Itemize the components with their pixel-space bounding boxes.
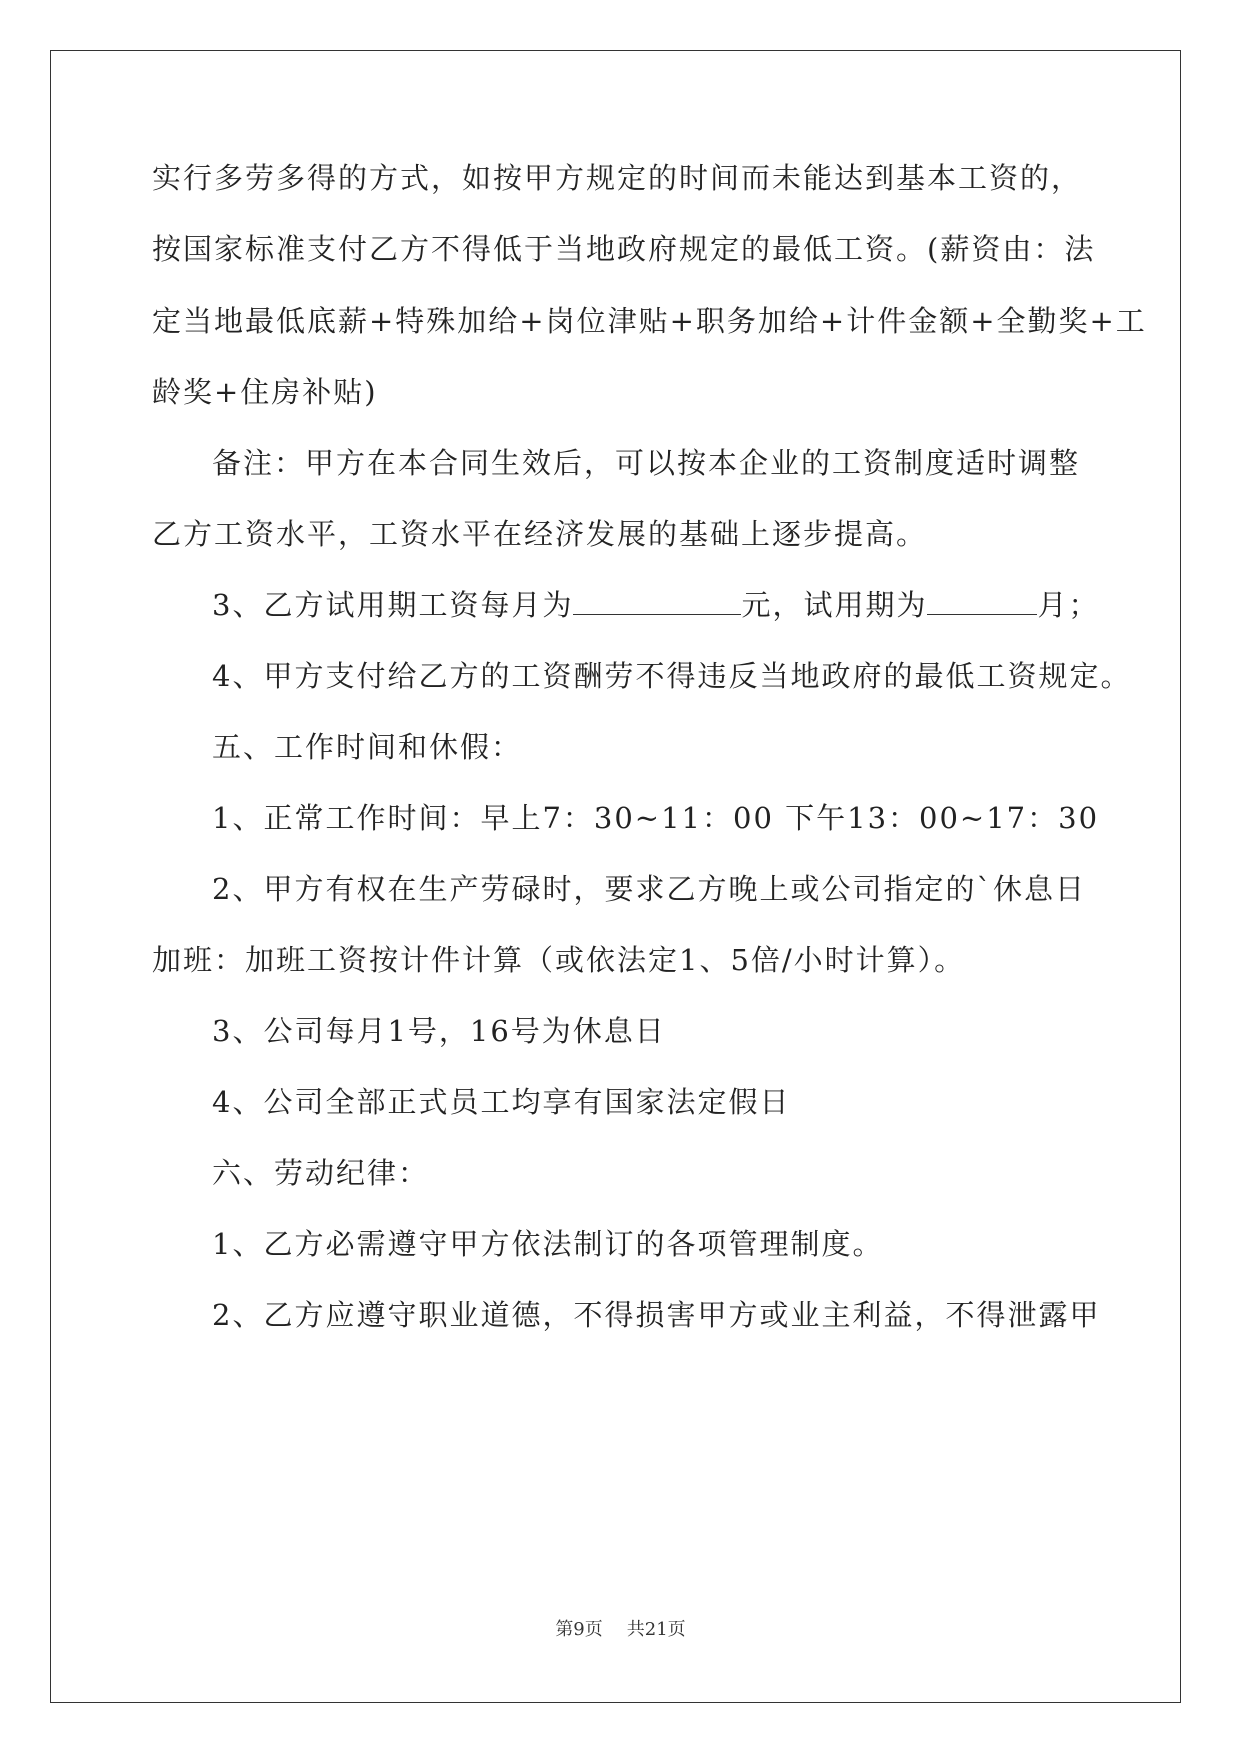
- page-total: 共21页: [626, 1619, 686, 1640]
- clause-line: 4、甲方支付给乙方的工资酬劳不得违反当地政府的最低工资规定。: [212, 659, 1132, 693]
- paragraph-line: 按国家标准支付乙方不得低于当地政府规定的最低工资。(薪资由：法: [152, 232, 1096, 266]
- wage-blank-field[interactable]: [573, 590, 741, 615]
- probation-period-label: 元，试用期为: [741, 588, 928, 622]
- clause-line: 加班：加班工资按计件计算（或依法定1、5倍/小时计算）。: [152, 943, 966, 977]
- page-number: 第9页: [555, 1619, 603, 1640]
- probation-clause: [212, 585, 1099, 625]
- clause-line: 1、乙方必需遵守甲方依法制订的各项管理制度。: [212, 1227, 884, 1261]
- note-line: 备注：甲方在本合同生效后，可以按本企业的工资制度适时调整: [212, 446, 1081, 480]
- section-heading: 六、劳动纪律：: [212, 1156, 430, 1190]
- paragraph-line: 实行多劳多得的方式，如按甲方规定的时间而未能达到基本工资的，: [152, 161, 1083, 195]
- note-line: 乙方工资水平，工资水平在经济发展的基础上逐步提高。: [152, 517, 928, 551]
- clause-line: 3、公司每月1号，16号为休息日: [212, 1014, 666, 1048]
- month-label: 月；: [1037, 588, 1100, 622]
- paragraph-line: 定当地最低底薪+特殊加给+岗位津贴+职务加给+计件金额+全勤奖+工: [152, 304, 1147, 338]
- page-footer: [0, 1618, 1241, 1642]
- probation-wage-label: 3、乙方试用期工资每月为: [212, 588, 574, 622]
- clause-line: 2、乙方应遵守职业道德，不得损害甲方或业主利益，不得泄露甲: [212, 1298, 1101, 1332]
- clause-line: 2、甲方有权在生产劳碌时，要求乙方晚上或公司指定的`休息日: [212, 872, 1086, 906]
- section-heading: 五、工作时间和休假：: [212, 730, 523, 764]
- clause-line: 1、正常工作时间：早上7：30~11：00 下午13：00~17：30: [212, 801, 1100, 835]
- clause-line: 4、公司全部正式员工均享有国家法定假日: [212, 1085, 791, 1119]
- paragraph-line: 龄奖+住房补贴): [152, 375, 378, 409]
- period-blank-field[interactable]: [927, 590, 1037, 615]
